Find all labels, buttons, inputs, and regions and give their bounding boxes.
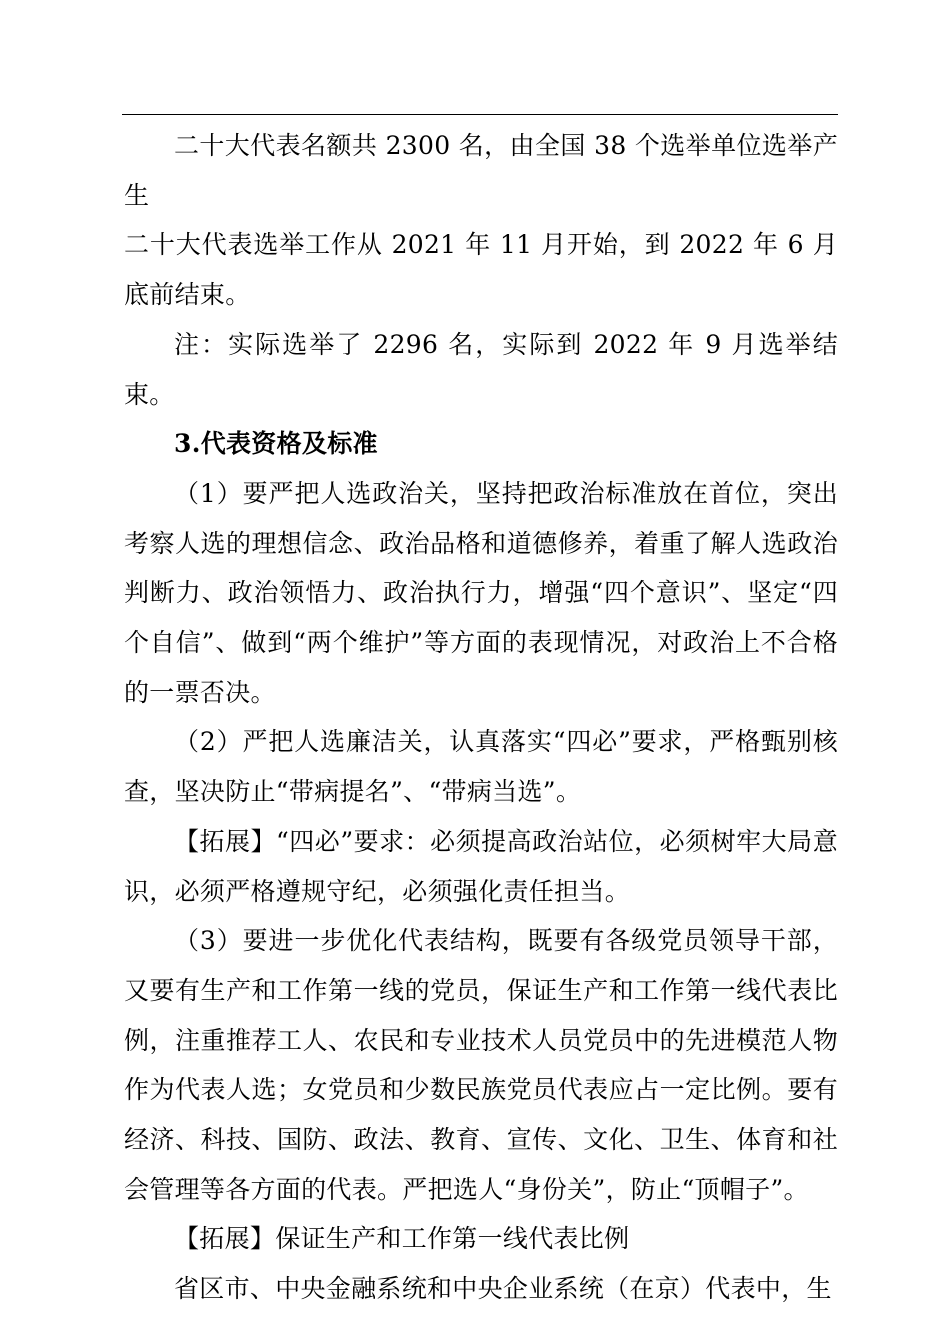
- section-heading-qualifications: 3.代表资格及标准: [174, 429, 378, 459]
- paragraph-election-timeline: 二十大代表选举工作从 2021 年 11 月开始，到 2022 年 6 月底前结束。: [124, 230, 838, 310]
- paragraph-extension-frontline-ratio: 【拓展】保证生产和工作第一线代表比例: [174, 1224, 630, 1254]
- paragraph-extension-four-musts: 【拓展】“四必”要求：必须提高政治站位，必须树牢大局意识，必须严格遵规守纪，必须强化责任担当。: [124, 826, 838, 906]
- paragraph-election-note: 注：实际选举了 2296 名，实际到 2022 年 9 月选举结束。: [124, 329, 838, 409]
- paragraph-delegate-quota: 二十大代表名额共 2300 名，由全国 38 个选举单位选举产生: [124, 131, 838, 210]
- header-rule: [122, 114, 838, 115]
- paragraph-frontline-delegates: 省区市、中央金融系统和中央企业系统（在京）代表中，生: [174, 1274, 832, 1304]
- paragraph-structure-optimization: （3）要进一步优化代表结构，既要有各级党员领导干部，又要有生产和工作第一线的党员，保证生产和工作第一线代表比例，注重推荐工人、农民和专业技术人员党员中的先进模范人物作为代表人选；女党员和少数民族党员代表应占一定比例。要有经济、科技、国防、政法、教育、宣传、文化、卫生、体育和社会管理等各方面的代表。严把选人“身份关”，防止“顶帽子”。: [124, 926, 838, 1204]
- paragraph-integrity-standard: （2）严把人选廉洁关，认真落实“四必”要求，严格甄别核查，坚决防止“带病提名”、“带病当选”。: [124, 727, 838, 807]
- document-body: [124, 121, 838, 1314]
- paragraph-political-standard: （1）要严把人选政治关，坚持把政治标准放在首位，突出考察人选的理想信念、政治品格和道德修养，着重了解人选政治判断力、政治领悟力、政治执行力，增强“四个意识”、坚定“四个自信”、做到“两个维护”等方面的表现情况，对政治上不合格的一票否决。: [124, 478, 838, 707]
